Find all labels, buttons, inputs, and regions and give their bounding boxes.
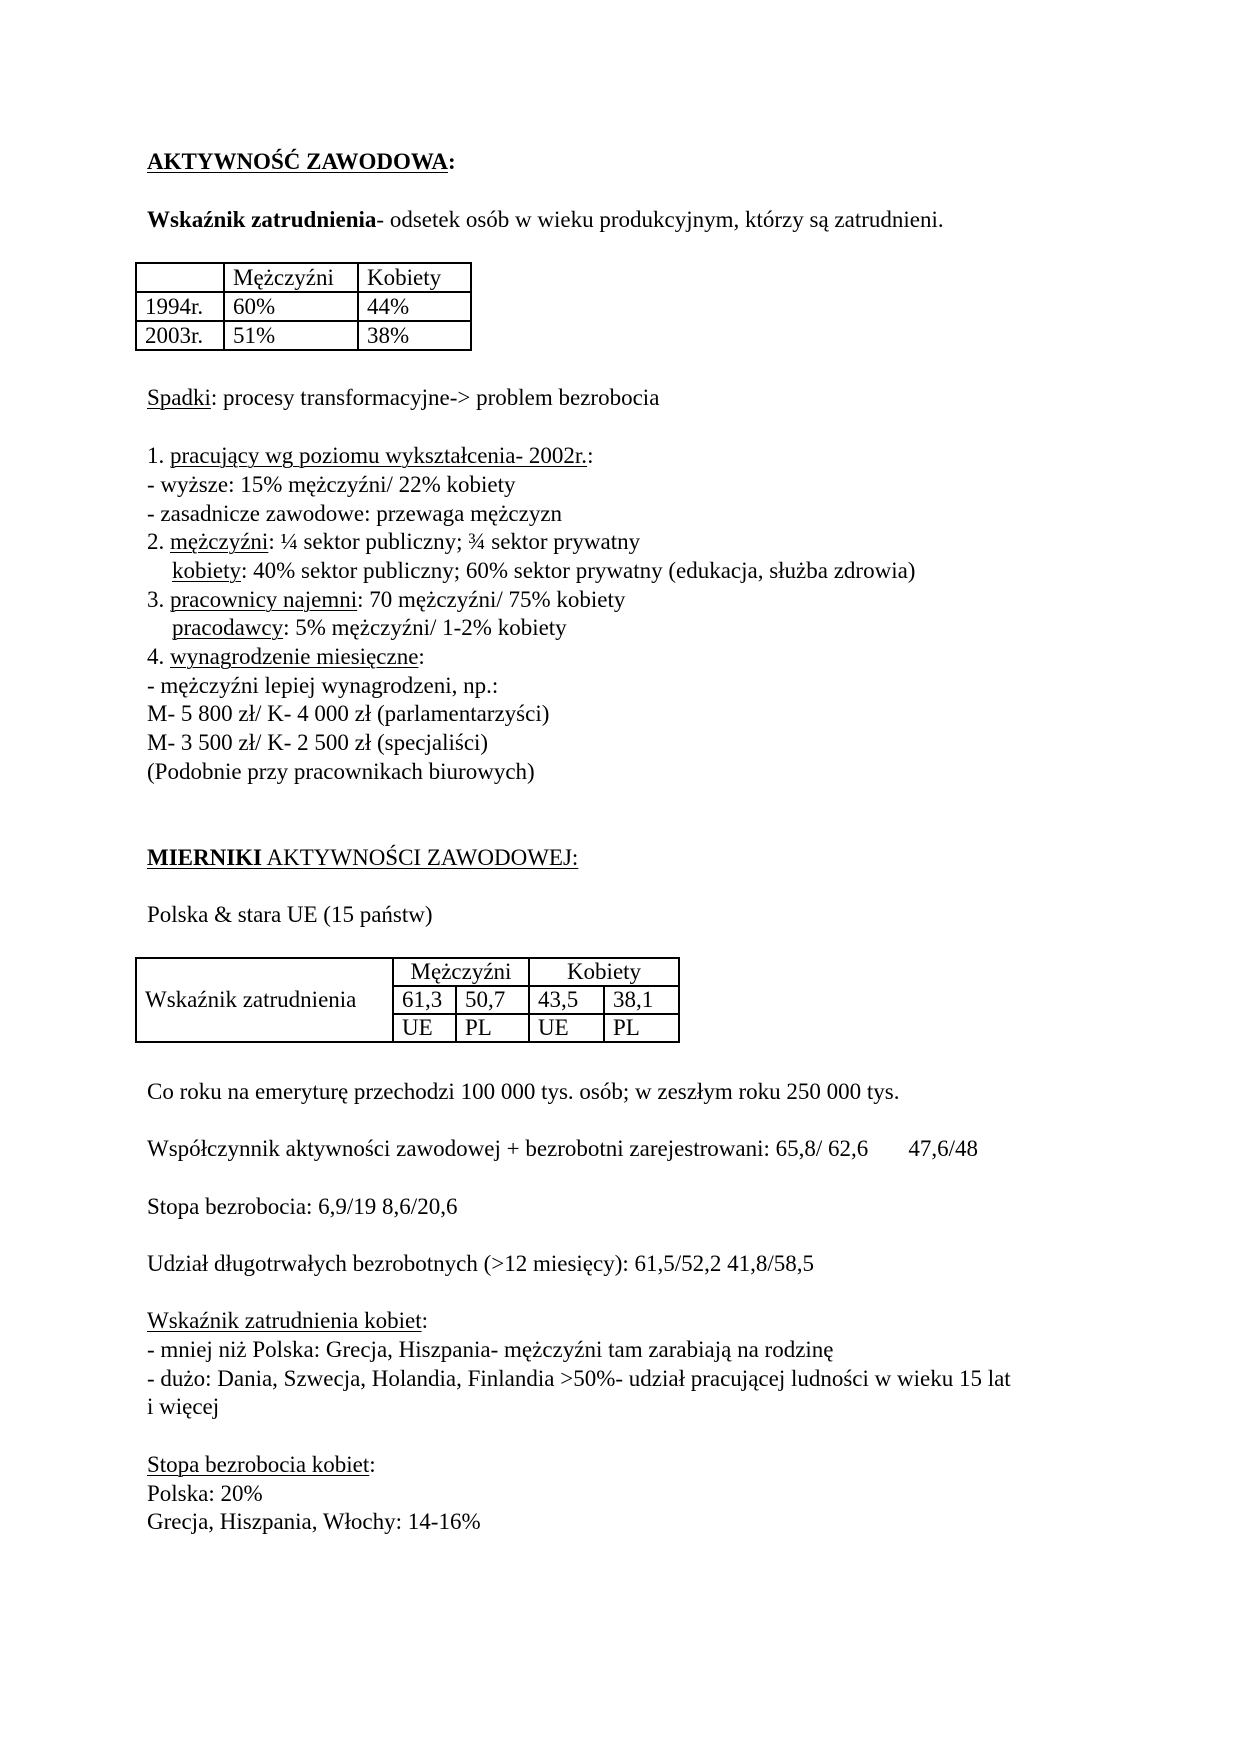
compare-line: Polska & stara UE (15 państw): [147, 902, 433, 927]
list-item: - zasadnicze zawodowe: przewaga mężczyzn: [147, 501, 563, 526]
paragraph-unemployment-rate: Stopa bezrobocia: 6,9/19 8,6/20,6: [147, 1194, 458, 1219]
list-item: 1. pracujący wg poziomu wykształcenia- 2002r.:: [147, 443, 594, 468]
heading-aktywnosc: AKTYWNOŚĆ ZAWODOWA:: [147, 149, 456, 174]
table-row: Wskaźnik zatrudnienia Mężczyźni Kobiety: [136, 958, 679, 986]
table-row: Mężczyźni Kobiety: [136, 263, 471, 292]
list-item: M- 5 800 zł/ K- 4 000 zł (parlamentarzyści): [147, 701, 550, 726]
employment-table-eu-pl: [135, 957, 680, 1043]
table-row: 61,3 50,7 43,5 38,1: [136, 986, 679, 1014]
paragraph-activity-rate: Współczynnik aktywności zawodowej + bezrobotni zarejestrowani: 65,8/ 62,6 47,6/48: [147, 1136, 978, 1161]
list-item: Grecja, Hiszpania, Włochy: 14-16%: [147, 1509, 481, 1534]
list-item: 4. wynagrodzenie miesięczne:: [147, 644, 425, 669]
paragraph-long-term: Udział długotrwałych bezrobotnych (>12 miesięcy): 61,5/52,2 41,8/58,5: [147, 1251, 815, 1276]
women-unemployment-heading: Stopa bezrobocia kobiet:: [147, 1452, 376, 1477]
list-item: - mężczyźni lepiej wynagrodzeni, np.:: [147, 673, 499, 698]
list-item: pracodawcy: 5% mężczyźni/ 1-2% kobiety: [172, 615, 567, 640]
list-item: (Podobnie przy pracownikach biurowych): [147, 759, 535, 784]
list-item: - wyższe: 15% mężczyźni/ 22% kobiety: [147, 472, 516, 497]
list-item: - mniej niż Polska: Grecja, Hiszpania- mężczyźni tam zarabiają na rodzinę: [147, 1337, 834, 1362]
definition: Wskaźnik zatrudnienia- odsetek osób w wieku produkcyjnym, którzy są zatrudnieni.: [147, 207, 944, 232]
list-item: - dużo: Dania, Szwecja, Holandia, Finlandia >50%- udział pracującej ludności w wieku 15 lat: [147, 1366, 1011, 1391]
table-row: 2003r. 51% 38%: [136, 321, 471, 350]
employment-table-1994-2003: [135, 262, 472, 351]
list-item: kobiety: 40% sektor publiczny; 60% sektor prywatny (edukacja, służba zdrowia): [172, 558, 916, 583]
heading-mierniki: MIERNIKI AKTYWNOŚCI ZAWODOWEJ:: [147, 845, 579, 870]
spadki-line: Spadki: procesy transformacyjne-> problem bezrobocia: [147, 385, 660, 410]
list-item: 2. mężczyźni: ¼ sektor publiczny; ¾ sektor prywatny: [147, 529, 641, 554]
table-row: UE PL UE PL: [136, 1014, 679, 1042]
paragraph-retirement: Co roku na emeryturę przechodzi 100 000 tys. osób; w zeszłym roku 250 000 tys.: [147, 1079, 900, 1104]
list-item: i więcej: [147, 1394, 220, 1419]
list-item: M- 3 500 zł/ K- 2 500 zł (specjaliści): [147, 730, 489, 755]
table-row: 1994r. 60% 44%: [136, 292, 471, 321]
list-item: 3. pracownicy najemni: 70 mężczyźni/ 75% kobiety: [147, 587, 626, 612]
women-employment-heading: Wskaźnik zatrudnienia kobiet:: [147, 1308, 429, 1333]
list-item: Polska: 20%: [147, 1481, 263, 1506]
